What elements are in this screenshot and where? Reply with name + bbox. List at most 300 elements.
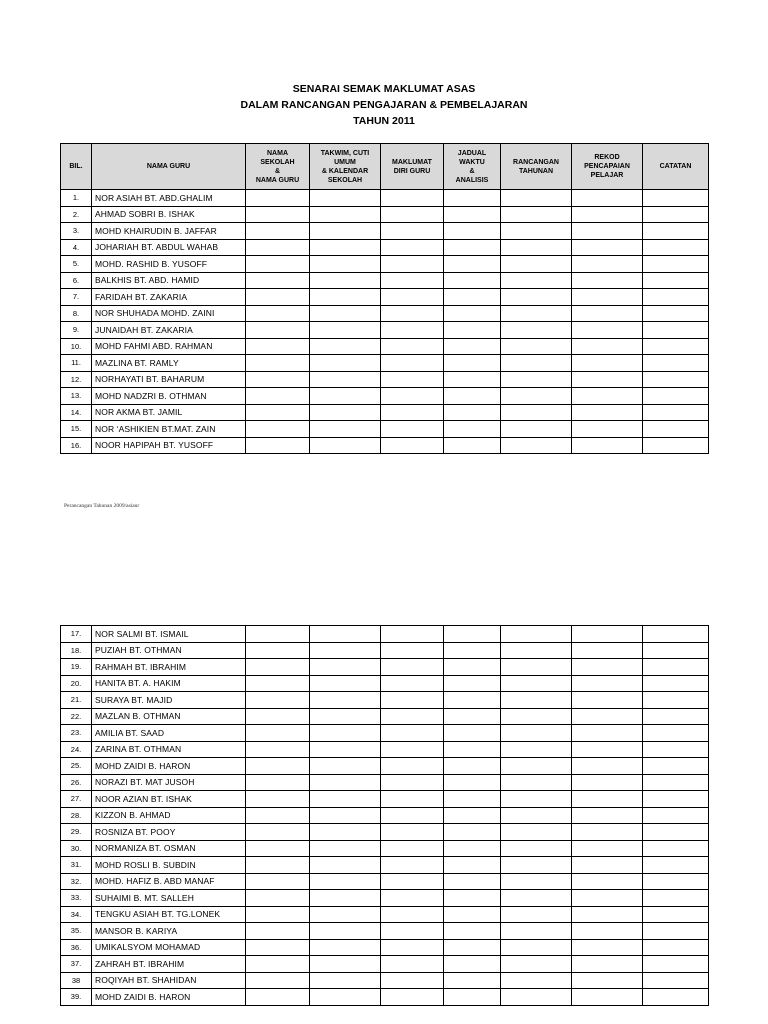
checklist-cell [643,824,709,841]
checklist-cell [572,404,643,421]
teacher-name: NORHAYATI BT. BAHARUM [92,371,246,388]
checklist-table-1 [60,143,709,454]
checklist-cell [501,223,572,240]
teacher-name: MAZLAN B. OTHMAN [92,708,246,725]
checklist-cell [643,272,709,289]
teacher-name: RAHMAH BT. IBRAHIM [92,659,246,676]
checklist-cell [310,322,381,339]
checklist-cell [381,223,444,240]
checklist-cell [381,371,444,388]
checklist-cell [643,791,709,808]
checklist-cell [310,956,381,973]
table-row [61,322,709,339]
checklist-cell [246,421,310,438]
checklist-cell [310,873,381,890]
checklist-cell [643,807,709,824]
checklist-cell [572,322,643,339]
checklist-cell [572,791,643,808]
checklist-cell [572,206,643,223]
checklist-cell [444,322,501,339]
checklist-cell [310,659,381,676]
checklist-cell [572,972,643,989]
checklist-cell [246,857,310,874]
checklist-cell [572,626,643,643]
checklist-cell [381,972,444,989]
teacher-name: SURAYA BT. MAJID [92,692,246,709]
table-row [61,421,709,438]
checklist-cell [246,774,310,791]
checklist-cell [501,692,572,709]
row-number: 1. [61,190,92,207]
checklist-cell [501,857,572,874]
checklist-cell [501,840,572,857]
table-row [61,774,709,791]
checklist-cell [501,190,572,207]
checklist-cell [643,338,709,355]
checklist-cell [643,675,709,692]
checklist-cell [572,824,643,841]
checklist-cell [643,289,709,306]
table-row [61,956,709,973]
checklist-cell [643,642,709,659]
checklist-cell [501,939,572,956]
checklist-cell [444,708,501,725]
checklist-cell [444,642,501,659]
checklist-cell [501,338,572,355]
checklist-cell [444,272,501,289]
row-number: 18. [61,642,92,659]
row-number: 11. [61,355,92,372]
table-row [61,642,709,659]
checklist-cell [572,642,643,659]
teacher-name: NOR ‘ASHIKIEN BT.MAT. ZAIN [92,421,246,438]
table-row [61,223,709,240]
checklist-cell [310,774,381,791]
teacher-name: MOHD KHAIRUDIN B. JAFFAR [92,223,246,240]
checklist-cell [310,824,381,841]
checklist-cell [310,437,381,454]
checklist-cell [572,857,643,874]
row-number: 8. [61,305,92,322]
table-row [61,675,709,692]
checklist-cell [444,305,501,322]
checklist-cell [501,873,572,890]
teacher-name: MOHD. RASHID B. YUSOFF [92,256,246,273]
checklist-cell [643,437,709,454]
checklist-cell [572,741,643,758]
teacher-name: JOHARIAH BT. ABDUL WAHAB [92,239,246,256]
checklist-cell [381,289,444,306]
table-row [61,741,709,758]
checklist-cell [444,807,501,824]
checklist-cell [444,989,501,1006]
checklist-cell [572,223,643,240]
checklist-cell [246,741,310,758]
checklist-cell [444,421,501,438]
checklist-cell [501,322,572,339]
table-row [61,906,709,923]
checklist-cell [381,642,444,659]
checklist-cell [643,404,709,421]
checklist-cell [643,956,709,973]
checklist-cell [643,692,709,709]
teacher-name: ZAHRAH BT. IBRAHIM [92,956,246,973]
row-number: 21. [61,692,92,709]
row-number: 22. [61,708,92,725]
checklist-cell [310,206,381,223]
checklist-cell [381,421,444,438]
table-row [61,371,709,388]
title-line-2: DALAM RANCANGAN PENGAJARAN & PEMBELAJARAN [240,99,528,111]
header-nama-sekolah: NAMA SEKOLAH & NAMA GURU [246,144,310,190]
checklist-cell [246,239,310,256]
checklist-cell [246,437,310,454]
checklist-cell [381,659,444,676]
checklist-cell [381,989,444,1006]
checklist-cell [572,289,643,306]
checklist-cell [501,388,572,405]
checklist-cell [444,256,501,273]
checklist-cell [501,774,572,791]
checklist-cell [643,708,709,725]
checklist-cell [310,906,381,923]
checklist-cell [246,906,310,923]
row-number: 36. [61,939,92,956]
checklist-cell [381,708,444,725]
checklist-cell [310,190,381,207]
table-row [61,857,709,874]
checklist-cell [310,939,381,956]
title-line-1: SENARAI SEMAK MAKLUMAT ASAS [292,83,476,95]
row-number: 34. [61,906,92,923]
checklist-cell [444,239,501,256]
table-row [61,824,709,841]
checklist-cell [444,906,501,923]
checklist-cell [444,206,501,223]
row-number: 30. [61,840,92,857]
table-row [61,272,709,289]
checklist-cell [381,890,444,907]
checklist-cell [310,371,381,388]
header-maklumat-diri: MAKLUMAT DIRI GURU [381,144,444,190]
checklist-cell [444,972,501,989]
checklist-cell [643,206,709,223]
checklist-cell [643,840,709,857]
checklist-cell [444,388,501,405]
row-number: 5. [61,256,92,273]
header-jadual-waktu: JADUAL WAKTU & ANALISIS [444,144,501,190]
checklist-cell [310,840,381,857]
checklist-cell [381,857,444,874]
checklist-cell [444,675,501,692]
checklist-cell [444,791,501,808]
checklist-cell [444,939,501,956]
checklist-cell [501,807,572,824]
checklist-cell [501,206,572,223]
checklist-cell [643,223,709,240]
checklist-cell [572,708,643,725]
checklist-cell [572,774,643,791]
checklist-cell [572,190,643,207]
checklist-cell [310,692,381,709]
checklist-cell [246,305,310,322]
checklist-cell [444,741,501,758]
checklist-cell [572,692,643,709]
checklist-cell [310,223,381,240]
checklist-cell [310,289,381,306]
checklist-cell [246,675,310,692]
checklist-cell [501,708,572,725]
checklist-cell [444,725,501,742]
checklist-cell [310,239,381,256]
table-row [61,404,709,421]
checklist-cell [310,338,381,355]
row-number: 29. [61,824,92,841]
checklist-cell [246,890,310,907]
checklist-cell [444,223,501,240]
teacher-name: FARIDAH BT. ZAKARIA [92,289,246,306]
checklist-cell [572,388,643,405]
header-catatan: CATATAN [643,144,709,190]
teacher-name: JUNAIDAH BT. ZAKARIA [92,322,246,339]
checklist-cell [310,708,381,725]
table-row [61,873,709,890]
checklist-cell [310,890,381,907]
table-row [61,355,709,372]
teacher-name: MOHD NADZRI B. OTHMAN [92,388,246,405]
header-bil: BIL. [61,144,92,190]
checklist-cell [501,989,572,1006]
checklist-cell [501,642,572,659]
checklist-cell [643,857,709,874]
row-number: 23. [61,725,92,742]
checklist-cell [310,642,381,659]
checklist-cell [246,388,310,405]
checklist-cell [381,256,444,273]
row-number: 3. [61,223,92,240]
checklist-cell [643,388,709,405]
teacher-name: ZARINA BT. OTHMAN [92,741,246,758]
checklist-cell [381,824,444,841]
checklist-cell [572,371,643,388]
checklist-cell [381,906,444,923]
table-row [61,708,709,725]
table-row [61,890,709,907]
checklist-cell [381,305,444,322]
checklist-cell [310,421,381,438]
checklist-cell [501,404,572,421]
row-number: 6. [61,272,92,289]
checklist-cell [643,421,709,438]
row-number: 31. [61,857,92,874]
checklist-cell [572,421,643,438]
checklist-cell [381,322,444,339]
checklist-cell [444,774,501,791]
checklist-cell [572,256,643,273]
checklist-cell [572,956,643,973]
table-row [61,758,709,775]
checklist-cell [501,289,572,306]
checklist-cell [643,626,709,643]
checklist-cell [572,758,643,775]
checklist-cell [643,906,709,923]
row-number: 38 [61,972,92,989]
checklist-cell [381,840,444,857]
checklist-cell [643,239,709,256]
checklist-cell [444,626,501,643]
row-number: 10. [61,338,92,355]
checklist-cell [246,272,310,289]
row-number: 39. [61,989,92,1006]
checklist-cell [501,972,572,989]
checklist-cell [246,659,310,676]
checklist-cell [246,923,310,940]
teacher-name: NOR SHUHADA MOHD. ZAINI [92,305,246,322]
teacher-name: MOHD ZAIDI B. HARON [92,758,246,775]
row-number: 4. [61,239,92,256]
teacher-name: MOHD. HAFIZ B. ABD MANAF [92,873,246,890]
checklist-cell [381,758,444,775]
checklist-cell [643,355,709,372]
checklist-cell [501,305,572,322]
checklist-cell [643,774,709,791]
checklist-cell [246,642,310,659]
checklist-cell [246,223,310,240]
checklist-cell [501,675,572,692]
checklist-cell [501,956,572,973]
checklist-cell [381,873,444,890]
checklist-cell [501,890,572,907]
table-row [61,659,709,676]
checklist-cell [310,388,381,405]
checklist-cell [246,355,310,372]
teacher-name: TENGKU ASIAH BT. TG.LONEK [92,906,246,923]
checklist-cell [246,289,310,306]
checklist-cell [572,923,643,940]
checklist-cell [246,840,310,857]
checklist-cell [246,371,310,388]
checklist-cell [643,659,709,676]
checklist-cell [246,256,310,273]
checklist-cell [572,989,643,1006]
checklist-cell [310,923,381,940]
row-number: 15. [61,421,92,438]
header-nama-guru: NAMA GURU [92,144,246,190]
checklist-cell [572,437,643,454]
checklist-cell [381,741,444,758]
checklist-cell [381,272,444,289]
table-row [61,791,709,808]
checklist-cell [572,355,643,372]
table-row [61,989,709,1006]
teacher-name: UMIKALSYOM MOHAMAD [92,939,246,956]
checklist-cell [310,758,381,775]
row-number: 27. [61,791,92,808]
teacher-name: NORMANIZA BT. OSMAN [92,840,246,857]
checklist-cell [444,371,501,388]
checklist-cell [643,256,709,273]
checklist-cell [501,791,572,808]
checklist-cell [643,190,709,207]
teacher-name: NOR SALMI BT. ISMAIL [92,626,246,643]
checklist-cell [246,824,310,841]
table-row [61,840,709,857]
table-row [61,206,709,223]
table-row [61,626,709,643]
checklist-cell [310,989,381,1006]
checklist-cell [501,923,572,940]
teacher-name: NOOR AZIAN BT. ISHAK [92,791,246,808]
checklist-cell [381,939,444,956]
teacher-name: PUZIAH BT. OTHMAN [92,642,246,659]
checklist-cell [501,824,572,841]
checklist-cell [246,626,310,643]
checklist-cell [310,626,381,643]
checklist-cell [246,972,310,989]
row-number: 20. [61,675,92,692]
checklist-cell [572,675,643,692]
checklist-cell [444,404,501,421]
checklist-cell [444,840,501,857]
checklist-cell [643,972,709,989]
teacher-name: MAZLINA BT. RAMLY [92,355,246,372]
checklist-cell [444,437,501,454]
header-takwim: TAKWIM, CUTI UMUM & KALENDAR SEKOLAH [310,144,381,190]
header-rancangan-tahunan: RANCANGAN TAHUNAN [501,144,572,190]
checklist-cell [381,437,444,454]
teacher-name: MOHD ZAIDI B. HARON [92,989,246,1006]
checklist-cell [310,807,381,824]
teacher-name: MOHD FAHMI ABD. RAHMAN [92,338,246,355]
checklist-cell [643,890,709,907]
checklist-cell [444,190,501,207]
teacher-name: NOOR HAPIPAH BT. YUSOFF [92,437,246,454]
checklist-cell [246,807,310,824]
checklist-cell [572,840,643,857]
teacher-name: AHMAD SOBRI B. ISHAK [92,206,246,223]
checklist-cell [501,355,572,372]
checklist-cell [444,956,501,973]
teacher-name: HANITA BT. A. HAKIM [92,675,246,692]
teacher-name: SUHAIMI B. MT. SALLEH [92,890,246,907]
teacher-name: ROQIYAH BT. SHAHIDAN [92,972,246,989]
checklist-cell [444,758,501,775]
teacher-name: NOR ASIAH BT. ABD.GHALIM [92,190,246,207]
checklist-cell [381,404,444,421]
table-row [61,923,709,940]
checklist-cell [246,692,310,709]
table-row [61,239,709,256]
checklist-cell [501,725,572,742]
checklist-cell [501,272,572,289]
checklist-cell [246,338,310,355]
checklist-cell [444,289,501,306]
row-number: 13. [61,388,92,405]
row-number: 37. [61,956,92,973]
checklist-cell [501,741,572,758]
row-number: 14. [61,404,92,421]
checklist-cell [381,923,444,940]
title-line-3: TAHUN 2011 [353,115,415,127]
table-row [61,807,709,824]
header-rekod-pencapaian: REKOD PENCAPAIAN PELAJAR [572,144,643,190]
row-number: 35. [61,923,92,940]
checklist-cell [246,404,310,421]
checklist-cell [381,692,444,709]
checklist-cell [444,923,501,940]
footer-note: Perancangan Tahunan 2009/asiaur [64,503,140,509]
checklist-cell [444,338,501,355]
